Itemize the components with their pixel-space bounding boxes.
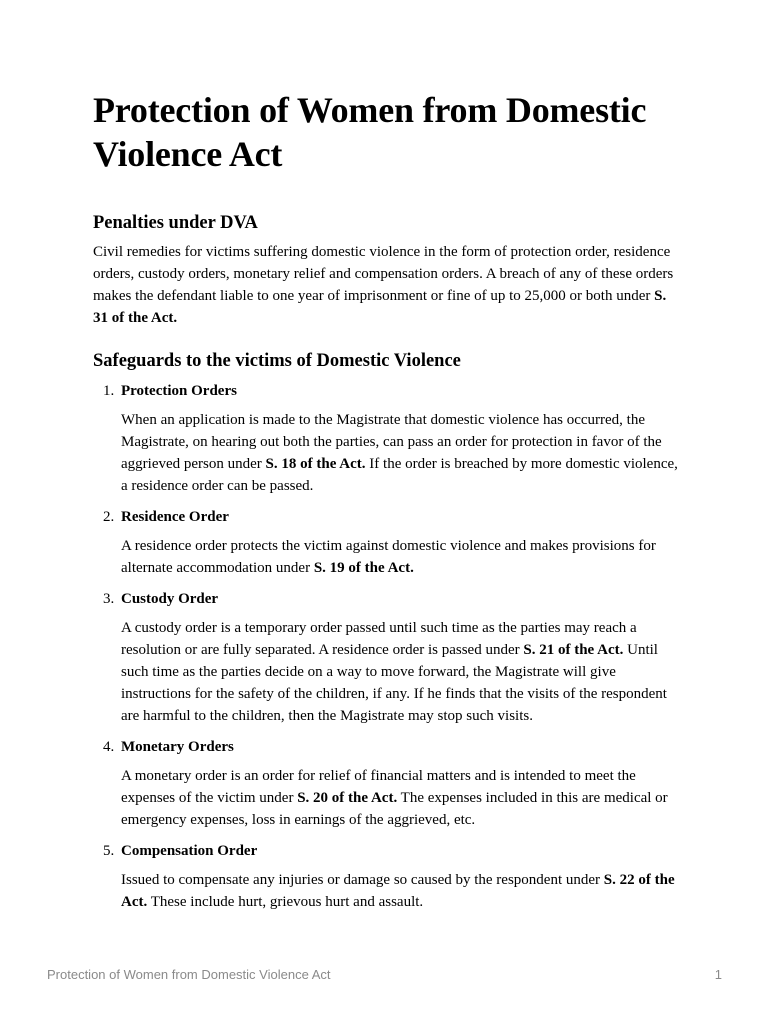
page-number: 1 <box>714 967 722 982</box>
list-item <box>93 380 683 497</box>
list-item-number: 5. <box>103 843 115 859</box>
item-text-after: These include hurt, grievous hurt and assault. <box>147 894 424 910</box>
penalties-text: Civil remedies for victims suffering domestic violence in the form of protection order, residence orders, custody orders, monetary relief and compensation orders. A breach of any of these orders makes the defendant liable to one year of imprisonment or fine of up to 25,000 or both under <box>93 244 674 304</box>
list-item-number: 3. <box>103 591 115 607</box>
item-ref: S. 19 of the Act. <box>313 560 414 576</box>
penalties-paragraph <box>93 241 683 329</box>
item-ref: S. 22 of the Act. <box>121 872 675 910</box>
item-text-after: The expenses included in this are medical or emergency expenses, loss in earnings of the aggrieved, etc. <box>121 790 668 828</box>
list-item-title: Protection Orders <box>121 383 237 399</box>
list-item-number: 1. <box>103 383 115 399</box>
list-item-text <box>121 409 683 497</box>
item-text-after: Until such time as the parties decide on a way to move forward, the Magistrate will give instructions for the safety of the children, if any. If he finds that the visits of the respondent are harmful to the children, then the Magistrate may stop such visits. <box>121 642 667 724</box>
list-item <box>93 588 683 727</box>
list-item <box>93 506 683 579</box>
list-item-title: Monetary Orders <box>121 739 234 755</box>
item-ref: S. 18 of the Act. <box>265 456 366 472</box>
list-item-number: 4. <box>103 739 115 755</box>
list-item-title: Custody Order <box>121 591 219 607</box>
page-footer <box>47 967 722 982</box>
list-item-number: 2. <box>103 509 115 525</box>
item-ref: S. 21 of the Act. <box>523 642 624 658</box>
item-text-before: Issued to compensate any injuries or damage so caused by the respondent under <box>121 872 604 888</box>
list-item <box>93 736 683 831</box>
list-item <box>93 840 683 913</box>
list-item-text <box>121 869 683 913</box>
footer-title: Protection of Women from Domestic Violence Act <box>47 967 331 982</box>
list-item-text <box>121 765 683 831</box>
list-item-text <box>121 617 683 727</box>
item-text-before: A monetary order is an order for relief of financial matters and is intended to meet the expenses of the victim under <box>121 768 636 806</box>
page-title: Protection of Women from Domestic Violence Act <box>93 90 647 174</box>
penalties-ref: S. 31 of the Act. <box>93 288 667 326</box>
section-heading-penalties: Penalties under DVA <box>93 213 258 233</box>
safeguards-list <box>93 380 683 913</box>
item-text-before: A residence order protects the victim against domestic violence and makes provisions for alternate accommodation under <box>121 538 656 576</box>
item-text-before: When an application is made to the Magistrate that domestic violence has occurred, the Magistrate, on hearing out both the parties, can pass an order for protection in favor of the aggrieved person under <box>121 412 662 472</box>
list-item-title: Compensation Order <box>121 843 258 859</box>
item-text-after: If the order is breached by more domestic violence, a residence order can be passed. <box>121 456 678 494</box>
item-ref: S. 20 of the Act. <box>297 790 398 806</box>
section-heading-safeguards: Safeguards to the victims of Domestic Violence <box>93 351 461 371</box>
list-item-title: Residence Order <box>121 509 229 525</box>
list-item-text <box>121 535 683 579</box>
document-page <box>93 88 683 922</box>
item-text-before: A custody order is a temporary order passed until such time as the parties may reach a resolution or are fully separated. A residence order is passed under <box>121 620 637 658</box>
